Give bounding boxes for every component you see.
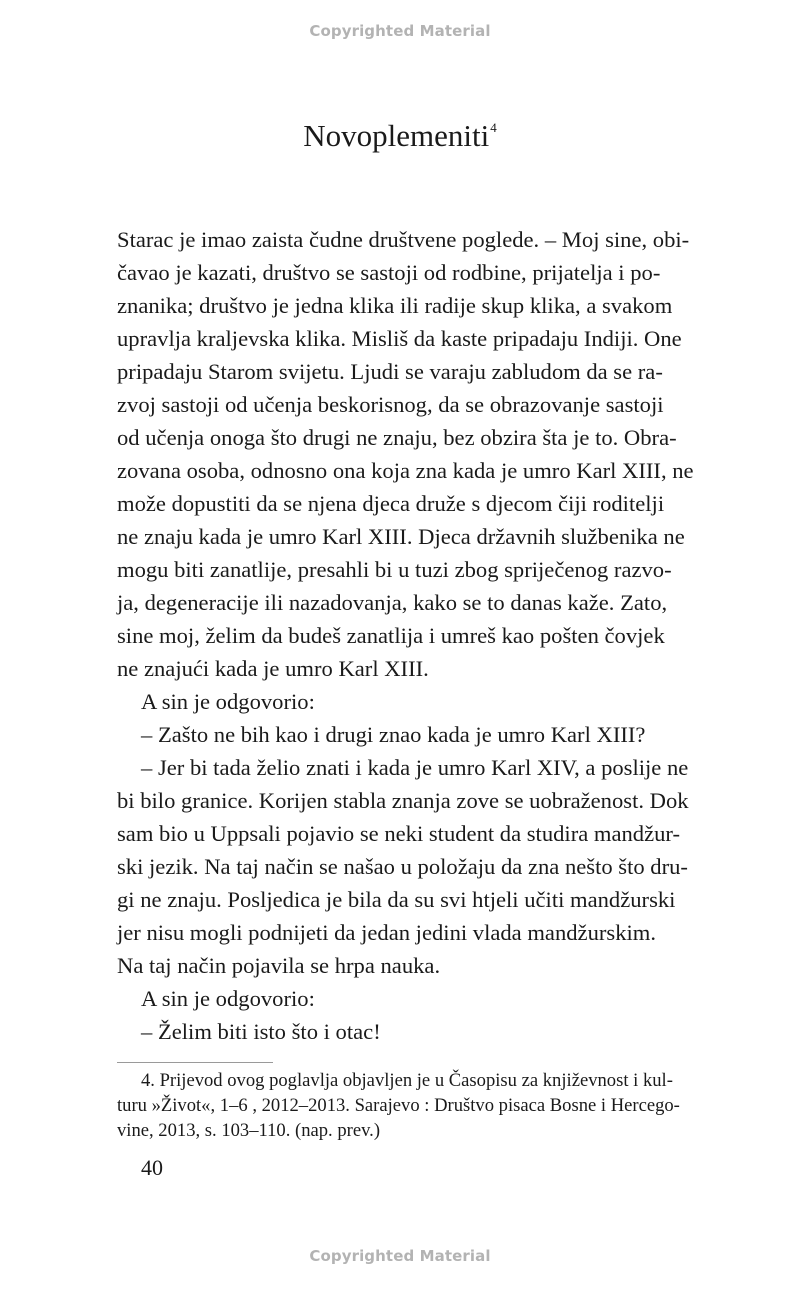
footnote: 4. Prijevod ovog poglavlja objavljen je u Časopisu za književnost i kul- turu »Život«, 1–6 , 2012–2013. Sarajevo : Društvo pisaca Bosne i Hercego- vine, 2013, s. 103–110. (nap. prev.) — [117, 1070, 680, 1141]
body-text — [117, 223, 709, 1048]
paragraph-2: A sin je odgovorio: — [141, 689, 315, 714]
footnote-divider — [117, 1062, 273, 1063]
paragraph-3: – Zašto ne bih kao i drugi znao kada je umro Karl XIII? — [141, 722, 646, 747]
paragraph-6: – Želim biti isto što i otac! — [141, 1019, 381, 1044]
watermark-bottom: Copyrighted Material — [309, 1247, 491, 1265]
chapter-title-text: Novoplemeniti — [303, 118, 490, 153]
watermark-top: Copyrighted Material — [309, 22, 491, 40]
paragraph-4: – Jer bi tada želio znati i kada je umro Karl XIV, a poslije ne bi bilo granice. Korijen stabla znanja zove se uobraženost. Dok sam bio u Uppsali pojavio se neki student da studira mandžur- ski jezik. Na taj način se našao u položaju da zna nešto što dru- gi ne znaju. Posljedica je bila da su svi htjeli učiti mandžurski jer nisu mogli podnijeti da jedan jedini vlada mandžurskim. Na taj način pojavila se hrpa nauka. — [117, 755, 689, 978]
paragraph-1: Starac je imao zaista čudne društvene poglede. – Moj sine, obi- čavao je kazati, društvo se sastoji od rodbine, prijatelja i po- znanika; društvo je jedna klika ili radije skup klika, a svakom upravlja kraljevska klika. Misliš da kaste pripadaju Indiji. One pripadaju Starom svijetu. Ljudi se varaju zabludom da se ra- zvoj sastoji od učenja beskorisnog, da se obrazovanje sastoji od učenja onoga što drugi ne znaju, bez obzira šta je to. Obra- zovana osoba, odnosno ona koja zna kada je umro Karl XIII, ne može dopustiti da se njena djeca druže s djecom čiji roditelji ne znaju kada je umro Karl XIII. Djeca državnih službenika ne mogu biti zanatlije, presahli bi u tuzi zbog spriječenog razvo- ja, degeneracije ili nazadovanja, kako se to danas kaže. Zato, sine moj, želim da budeš zanatlija i umreš kao pošten čovjek ne znajući kada je umro Karl XIII. — [117, 227, 694, 681]
paragraph-5: A sin je odgovorio: — [141, 986, 315, 1011]
chapter-title — [0, 118, 800, 154]
page-number: 40 — [141, 1155, 163, 1180]
footnote-reference: 4 — [490, 120, 497, 135]
